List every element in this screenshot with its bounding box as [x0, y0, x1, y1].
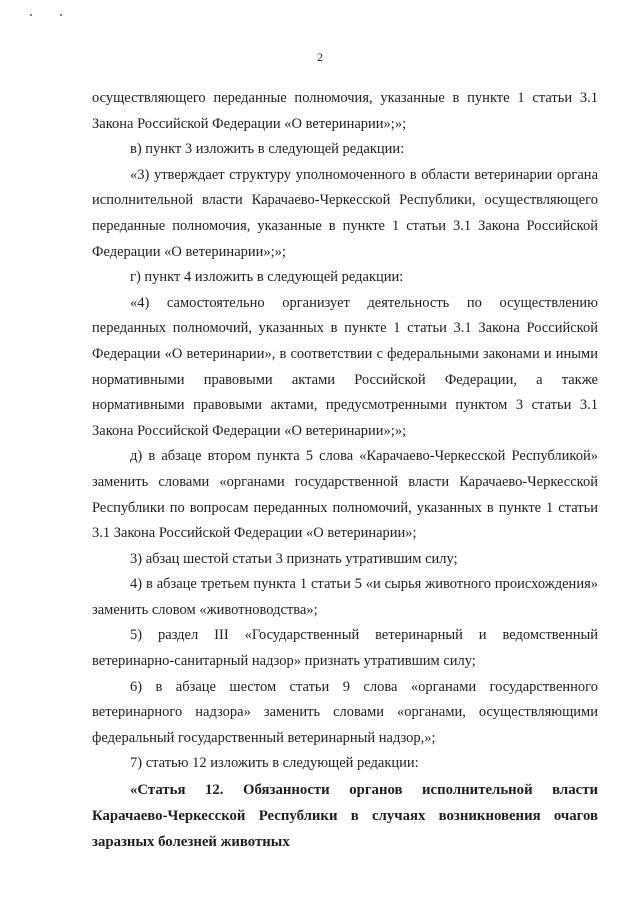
paragraph-item-3: 3) абзац шестой статьи 3 признать утратившим силу;	[130, 550, 458, 567]
paragraph-item-g: г) пункт 4 изложить в следующей редакции:	[130, 269, 404, 286]
document-body	[92, 86, 598, 855]
paragraph-continuation: осуществляющего переданные полномочия, указанные в пункте 1 статьи 3.1 Закона Российской Федерации «О ветеринарии»;»;	[92, 90, 598, 132]
paragraph-quote-3: «3) утверждает структуру уполномоченного в области ветеринарии органа исполнительной власти Карачаево-Черкесской Республики, осуществляющего переданные полномочия, указанные в пункте 1 статьи 3.1 Закона Российской Федерации «О ветеринарии»;»;	[92, 166, 598, 260]
scan-artifact-dot	[30, 14, 32, 16]
article-12-heading: «Статья 12. Обязанности органов исполнительной власти Карачаево-Черкесской Республики в случаях возникновения очагов заразных болезней животных	[92, 782, 598, 851]
paragraph-item-v: в) пункт 3 изложить в следующей редакции:	[130, 141, 405, 158]
paragraph-item-5: 5) раздел III «Государственный ветеринарный и ведомственный ветеринарно-санитарный надзор» признать утратившим силу;	[92, 627, 598, 670]
paragraph-item-d: д) в абзаце втором пункта 5 слова «Карачаево-Черкесской Республикой» заменить словами «органами государственной власти Карачаево-Черкесской Республики по вопросам переданных полномочий, указанных в пункте 1 статьи 3.1 Закона Российской Федерации «О ветеринарии»;	[92, 448, 598, 542]
paragraph-item-6: 6) в абзаце шестом статьи 9 слова «органами государственного ветеринарного надзора» заменить словами «органами, осуществляющими федеральный государственный ветеринарный надзор,»;	[92, 678, 598, 746]
paragraph-quote-4: «4) самостоятельно организует деятельность по осуществлению переданных полномочий, указанных в пункте 1 статьи 3.1 Закона Российской Федерации «О ветеринарии», в соответствии с федеральными законами и иными нормативными правовыми актами Российской Федерации, а также нормативными правовыми актами, предусмотренными пунктом 3 статьи 3.1 Закона Российской Федерации «О ветеринарии»;»;	[92, 294, 598, 439]
page-number: 2	[317, 50, 323, 64]
paragraph-item-4: 4) в абзаце третьем пункта 1 статьи 5 «и сырья животного происхождения» заменить словом «животноводства»;	[92, 576, 598, 618]
paragraph-item-7: 7) статью 12 изложить в следующей редакции:	[130, 755, 419, 772]
scan-artifact-dot	[60, 14, 62, 16]
